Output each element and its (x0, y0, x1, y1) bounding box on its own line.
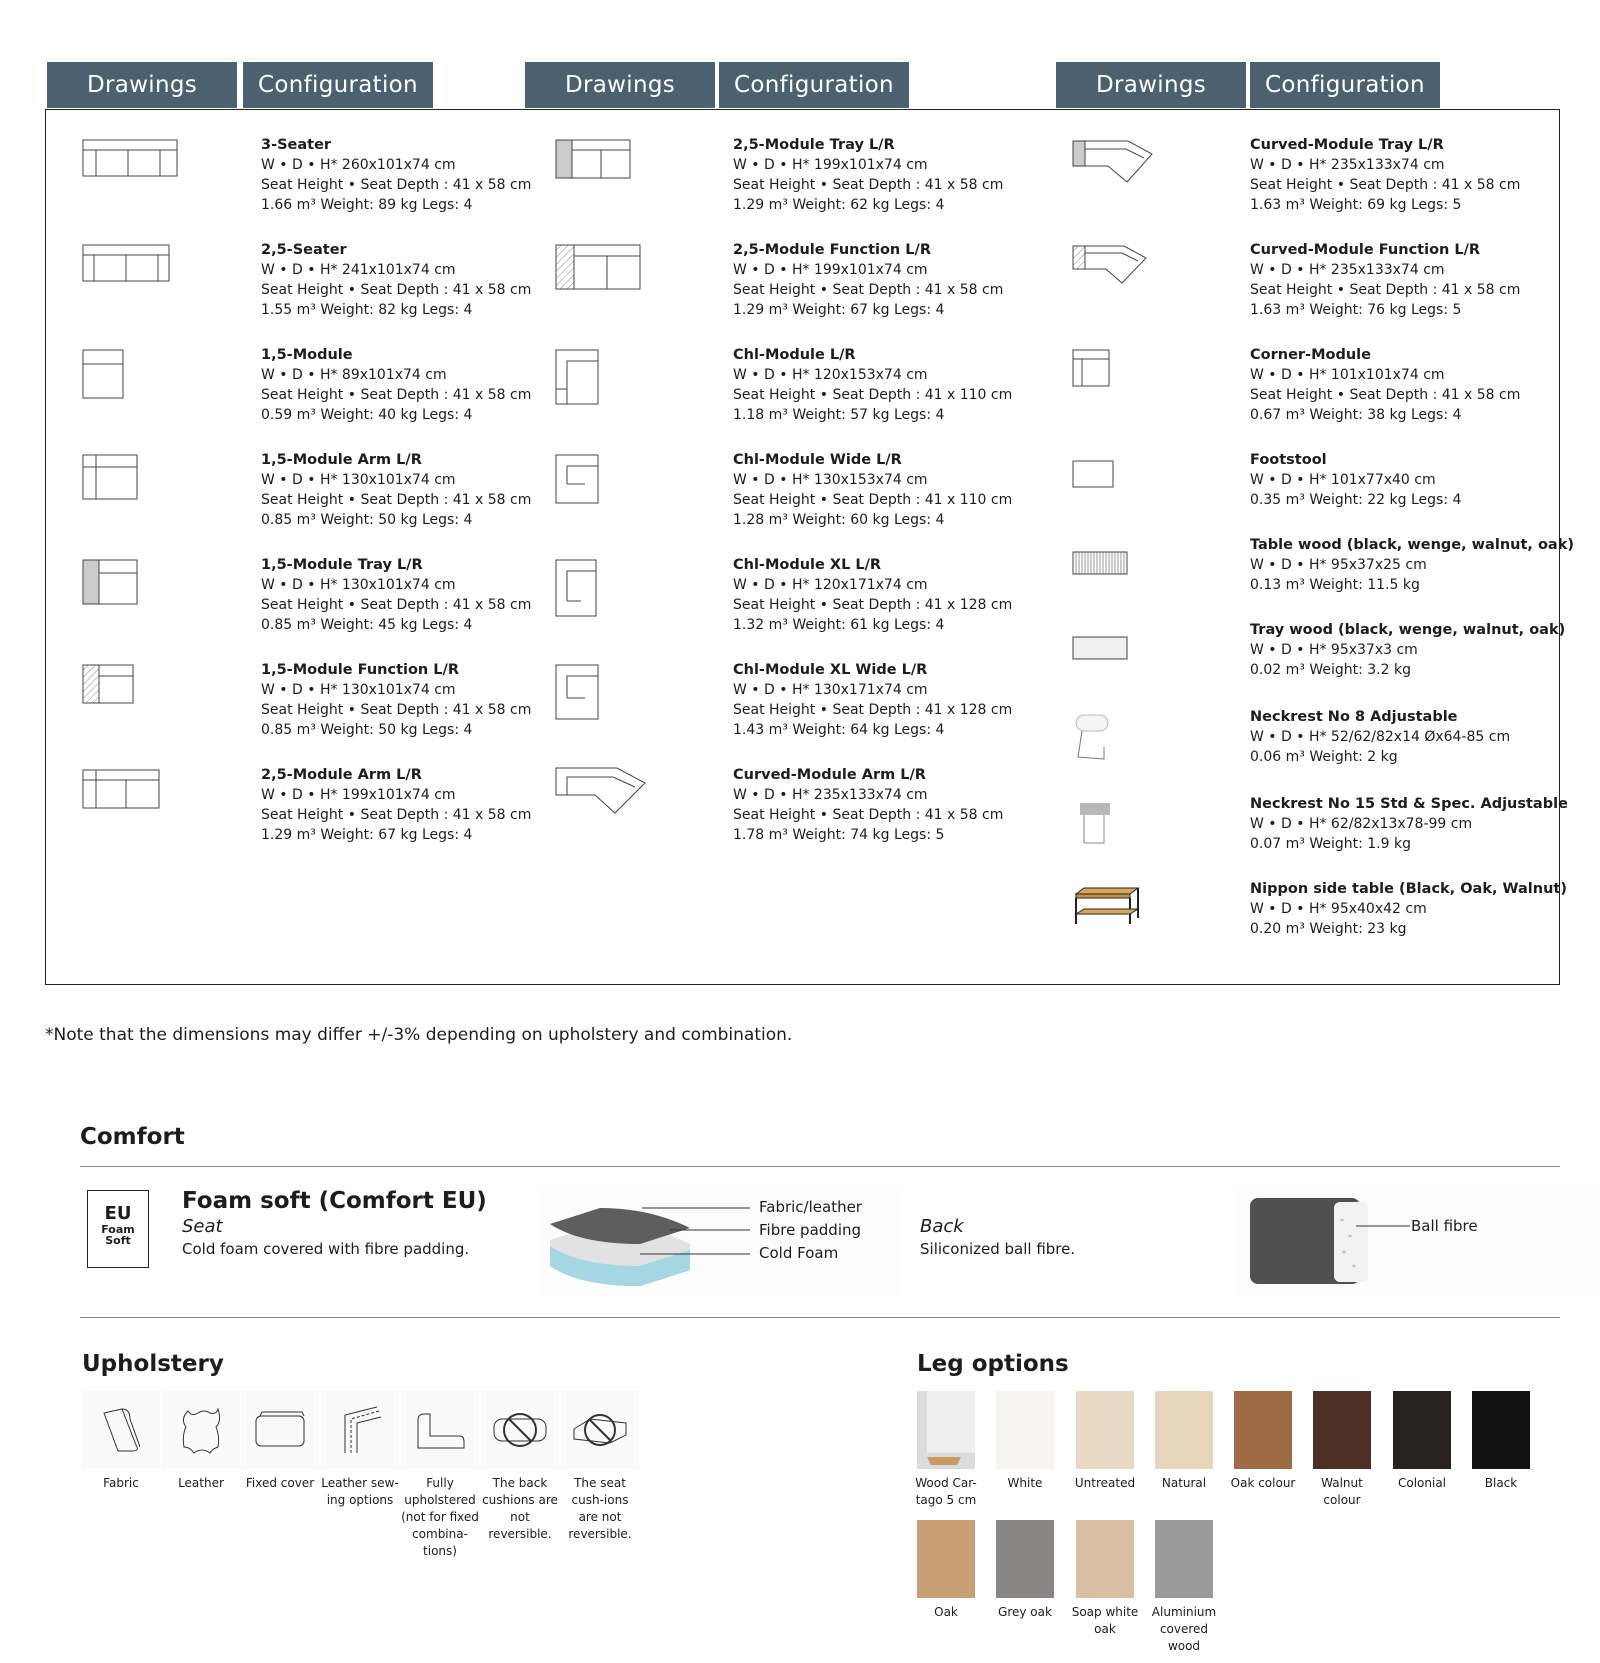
leg-label: Black (1484, 1476, 1518, 1490)
leg-black[interactable] (1461, 1391, 1541, 1492)
leather-label: Leather (178, 1476, 224, 1490)
product-spec: Seat Height • Seat Depth : 41 x 58 cm (733, 807, 1004, 823)
product-spec: 0.85 m³ Weight: 50 kg Legs: 4 (261, 722, 473, 738)
product-spec: W • D • H* 130x171x74 cm (733, 682, 928, 698)
fully-upholstered-icon (401, 1391, 479, 1469)
sewing-label: Leather sew-ing options (321, 1476, 399, 1507)
seat-desc: Cold foam covered with fibre padding. (182, 1240, 470, 1258)
swatch-soap-white-oak (1076, 1520, 1134, 1598)
product-name: 1,5-Module (261, 347, 353, 363)
fabric-label: Fabric (103, 1476, 139, 1490)
product-spec: 1.18 m³ Weight: 57 kg Legs: 4 (733, 407, 945, 423)
product-spec: W • D • H* 89x101x74 cm (261, 367, 447, 383)
product-spec: 1.63 m³ Weight: 69 kg Legs: 5 (1250, 197, 1462, 213)
product-name: Nippon side table (Black, Oak, Walnut) (1250, 881, 1567, 897)
product-name: Curved-Module Function L/R (1250, 242, 1481, 258)
product-spec: 0.07 m³ Weight: 1.9 kg (1250, 836, 1411, 852)
back-cushion-label: The back cushions are not reversible. (482, 1476, 558, 1541)
product-name: Chl-Module XL L/R (733, 557, 882, 573)
leg-oak[interactable] (906, 1520, 986, 1621)
one-half-module-function-icon (82, 664, 134, 704)
product-spec: 0.67 m³ Weight: 38 kg Legs: 4 (1250, 407, 1462, 423)
swatch-natural (1155, 1391, 1213, 1469)
leg-label: Aluminium covered wood (1151, 1605, 1217, 1653)
chl-module-icon (555, 349, 599, 405)
leg-soap-white-oak[interactable] (1065, 1520, 1145, 1638)
product-curved-module-arm (733, 765, 1003, 845)
nippon-side-table-icon (1074, 886, 1140, 926)
product-spec: 0.35 m³ Weight: 22 kg Legs: 4 (1250, 492, 1462, 508)
upholstery-leather-sewing (320, 1391, 400, 1509)
chl-module-xl-icon (555, 559, 597, 617)
product-name: Chl-Module XL Wide L/R (733, 662, 928, 678)
product-spec: Seat Height • Seat Depth : 41 x 58 cm (261, 597, 532, 613)
curved-module-tray-icon (1072, 140, 1154, 184)
leg-natural[interactable] (1144, 1391, 1224, 1492)
seat-label: Seat (182, 1216, 223, 1237)
product-spec: Seat Height • Seat Depth : 41 x 58 cm (733, 282, 1004, 298)
product-spec: W • D • H* 62/82x13x78-99 cm (1250, 816, 1473, 832)
product-spec: W • D • H* 199x101x74 cm (733, 157, 928, 173)
upholstery-seat-not-reversible (560, 1391, 640, 1543)
leg-label: Natural (1161, 1476, 1207, 1490)
product-spec: Seat Height • Seat Depth : 41 x 58 cm (261, 807, 532, 823)
product-corner-module (1250, 345, 1520, 425)
product-spec: 1.43 m³ Weight: 64 kg Legs: 4 (733, 722, 945, 738)
upholstery-fixed-cover (240, 1391, 320, 1492)
product-2-5-module-tray (733, 135, 1003, 215)
upholstery-title: Upholstery (82, 1351, 224, 1377)
product-table-wood (1250, 535, 1574, 595)
tab-drawings-1[interactable]: Drawings (47, 62, 237, 108)
product-3-seater (261, 135, 531, 215)
swatch-oak-colour (1234, 1391, 1292, 1469)
leg-label: Oak (934, 1605, 958, 1619)
product-name: Tray wood (black, wenge, walnut, oak) (1250, 622, 1566, 638)
product-spec: W • D • H* 199x101x74 cm (733, 262, 928, 278)
product-spec: W • D • H* 101x101x74 cm (1250, 367, 1445, 383)
product-name: 3-Seater (261, 137, 332, 153)
table-wood-icon (1072, 551, 1128, 575)
leg-oak-colour[interactable] (1223, 1391, 1303, 1492)
product-name: 2,5-Module Tray L/R (733, 137, 895, 153)
one-half-module-arm-icon (82, 454, 138, 500)
product-spec: W • D • H* 120x153x74 cm (733, 367, 928, 383)
leg-label: Soap white oak (1071, 1605, 1139, 1636)
product-name: Chl-Module L/R (733, 347, 856, 363)
product-2-5-module-function (733, 240, 1003, 320)
two-half-module-arm-icon (82, 769, 160, 809)
product-spec: Seat Height • Seat Depth : 41 x 58 cm (1250, 177, 1521, 193)
leg-label: Untreated (1074, 1476, 1136, 1490)
product-spec: W • D • H* 95x37x3 cm (1250, 642, 1418, 658)
product-spec: W • D • H* 130x101x74 cm (261, 472, 456, 488)
two-half-seater-icon (82, 244, 170, 282)
back-ballfibre-diagram (1236, 1190, 1600, 1300)
product-name: 1,5-Module Tray L/R (261, 557, 423, 573)
tab-configuration-2[interactable]: Configuration (719, 62, 909, 108)
upholstery-fabric (81, 1391, 161, 1492)
product-spec: Seat Height • Seat Depth : 41 x 58 cm (261, 177, 532, 193)
one-half-module-tray-icon (82, 559, 138, 605)
footstool-icon (1072, 460, 1114, 488)
product-spec: Seat Height • Seat Depth : 41 x 58 cm (261, 282, 532, 298)
leg-label: Colonial (1397, 1476, 1447, 1490)
comfort-divider-top (80, 1166, 1560, 1167)
product-spec: W • D • H* 52/62/82x14 Øx64-85 cm (1250, 729, 1511, 745)
product-spec: W • D • H* 241x101x74 cm (261, 262, 456, 278)
product-footstool (1250, 450, 1461, 510)
chl-module-wide-icon (555, 454, 599, 504)
product-2-5-module-arm (261, 765, 531, 845)
product-name: Curved-Module Tray L/R (1250, 137, 1444, 153)
badge-eu-text: EU (104, 1203, 132, 1224)
product-nippon-side-table (1250, 879, 1567, 939)
product-spec: 1.63 m³ Weight: 76 kg Legs: 5 (1250, 302, 1462, 318)
product-spec: W • D • H* 235x133x74 cm (733, 787, 928, 803)
two-half-module-function-icon (555, 244, 641, 290)
product-curved-module-tray (1250, 135, 1520, 215)
product-spec: Seat Height • Seat Depth : 41 x 110 cm (733, 387, 1013, 403)
product-spec: 1.32 m³ Weight: 61 kg Legs: 4 (733, 617, 945, 633)
comfort-divider-bottom (80, 1317, 1560, 1318)
fixed-cover-icon (241, 1391, 319, 1469)
one-half-module-icon (82, 349, 124, 399)
product-spec: 0.85 m³ Weight: 45 kg Legs: 4 (261, 617, 473, 633)
leg-walnut-colour[interactable] (1302, 1391, 1382, 1509)
tab-configuration-3[interactable]: Configuration (1250, 62, 1440, 108)
product-spec: W • D • H* 199x101x74 cm (261, 787, 456, 803)
product-curved-module-function (1250, 240, 1520, 320)
product-name: 2,5-Seater (261, 242, 347, 258)
leg-grey-oak[interactable] (985, 1520, 1065, 1621)
leg-label: Walnut colour (1321, 1476, 1363, 1507)
leg-white[interactable] (985, 1391, 1065, 1492)
product-neckrest-15 (1250, 794, 1568, 854)
product-spec: Seat Height • Seat Depth : 41 x 128 cm (733, 702, 1013, 718)
leg-colonial[interactable] (1382, 1391, 1462, 1492)
dimensions-note: *Note that the dimensions may differ +/-3% depending on upholstery and combination. (45, 1025, 793, 1045)
product-spec: W • D • H* 260x101x74 cm (261, 157, 456, 173)
product-spec: 1.29 m³ Weight: 67 kg Legs: 4 (733, 302, 945, 318)
product-spec: 1.55 m³ Weight: 82 kg Legs: 4 (261, 302, 473, 318)
leg-label: Wood Car-tago 5 cm (915, 1476, 977, 1507)
product-spec: Seat Height • Seat Depth : 41 x 58 cm (261, 492, 532, 508)
product-spec: W • D • H* 120x171x74 cm (733, 577, 928, 593)
product-name: 1,5-Module Function L/R (261, 662, 460, 678)
neckrest-15-icon (1078, 801, 1112, 847)
fabric-icon (82, 1391, 160, 1469)
swatch-grey-oak (996, 1520, 1054, 1598)
product-name: Table wood (black, wenge, walnut, oak) (1250, 537, 1574, 553)
two-half-module-tray-icon (555, 139, 631, 179)
swatch-aluminium-covered-wood (1155, 1520, 1213, 1598)
chl-module-xl-wide-icon (555, 664, 599, 720)
swatch-colonial (1393, 1391, 1451, 1469)
upholstery-leather (161, 1391, 241, 1492)
product-spec: Seat Height • Seat Depth : 41 x 58 cm (261, 387, 532, 403)
product-spec: W • D • H* 101x77x40 cm (1250, 472, 1436, 488)
product-spec: 1.78 m³ Weight: 74 kg Legs: 5 (733, 827, 945, 843)
layer-coldfoam-label: Cold Foam (759, 1244, 839, 1262)
product-chl-module-wide (733, 450, 1012, 530)
product-spec: Seat Height • Seat Depth : 41 x 58 cm (1250, 282, 1521, 298)
seat-cushion-label: The seat cush-ions are not reversible. (568, 1476, 632, 1541)
ball-fibre-label: Ball fibre (1411, 1217, 1478, 1235)
three-seater-icon (82, 139, 178, 177)
product-spec: 1.66 m³ Weight: 89 kg Legs: 4 (261, 197, 473, 213)
leg-label: White (1007, 1476, 1043, 1490)
leather-icon (162, 1391, 240, 1469)
product-name: 2,5-Module Function L/R (733, 242, 932, 258)
product-spec: Seat Height • Seat Depth : 41 x 58 cm (733, 177, 1004, 193)
product-spec: Seat Height • Seat Depth : 41 x 58 cm (261, 702, 532, 718)
badge-soft-text: Soft (105, 1234, 131, 1247)
product-spec: Seat Height • Seat Depth : 41 x 58 cm (1250, 387, 1521, 403)
product-chl-module (733, 345, 1012, 425)
product-spec: 0.85 m³ Weight: 50 kg Legs: 4 (261, 512, 473, 528)
product-spec: 1.29 m³ Weight: 62 kg Legs: 4 (733, 197, 945, 213)
tab-configuration-1[interactable]: Configuration (243, 62, 433, 108)
product-name: 1,5-Module Arm L/R (261, 452, 422, 468)
product-tray-wood (1250, 620, 1565, 680)
leg-label: Grey oak (998, 1605, 1052, 1619)
foam-title: Foam soft (Comfort EU) (182, 1188, 487, 1214)
badge-foam-text: Foam (101, 1223, 135, 1236)
seat-cushion-not-reversible-icon (561, 1391, 639, 1469)
product-spec: W • D • H* 130x101x74 cm (261, 682, 456, 698)
tab-drawings-3[interactable]: Drawings (1056, 62, 1246, 108)
product-1-5-module-tray (261, 555, 531, 635)
fully-upholstered-label: Fully upholstered (not for fixed combina-tions) (401, 1476, 479, 1558)
product-spec: W • D • H* 130x101x74 cm (261, 577, 456, 593)
product-chl-module-xl (733, 555, 1012, 635)
curved-module-function-icon (1072, 245, 1148, 285)
product-name: Footstool (1250, 452, 1327, 468)
swatch-white (996, 1391, 1054, 1469)
product-neckrest-8 (1250, 707, 1510, 767)
back-desc: Siliconized ball fibre. (920, 1240, 1076, 1258)
swatch-untreated (1076, 1391, 1134, 1469)
product-spec: 0.02 m³ Weight: 3.2 kg (1250, 662, 1411, 678)
product-spec: W • D • H* 130x153x74 cm (733, 472, 928, 488)
back-cushion-not-reversible-icon (481, 1391, 559, 1469)
upholstery-fully-upholstered (400, 1391, 480, 1560)
upholstery-back-not-reversible (480, 1391, 560, 1543)
product-spec: W • D • H* 235x133x74 cm (1250, 157, 1445, 173)
back-label: Back (920, 1216, 964, 1237)
corner-module-icon (1072, 349, 1110, 387)
product-name: Neckrest No 8 Adjustable (1250, 709, 1458, 725)
product-1-5-module (261, 345, 531, 425)
product-spec: Seat Height • Seat Depth : 41 x 128 cm (733, 597, 1013, 613)
product-spec: 1.28 m³ Weight: 60 kg Legs: 4 (733, 512, 945, 528)
comfort-title: Comfort (80, 1124, 185, 1150)
swatch-wood-cartago (917, 1391, 975, 1469)
product-spec: 0.13 m³ Weight: 11.5 kg (1250, 577, 1420, 593)
product-2-5-seater (261, 240, 531, 320)
layer-fabric-label: Fabric/leather (759, 1198, 862, 1216)
neckrest-8-icon (1074, 713, 1110, 761)
product-spec: Seat Height • Seat Depth : 41 x 110 cm (733, 492, 1013, 508)
tab-drawings-2[interactable]: Drawings (525, 62, 715, 108)
leg-wood-cartago[interactable] (906, 1391, 986, 1509)
product-spec: 0.06 m³ Weight: 2 kg (1250, 749, 1398, 765)
sewing-icon (321, 1391, 399, 1469)
product-spec: W • D • H* 95x40x42 cm (1250, 901, 1427, 917)
tray-wood-icon (1072, 636, 1128, 660)
product-name: Corner-Module (1250, 347, 1371, 363)
layer-fibre-label: Fibre padding (759, 1221, 862, 1239)
product-name: Chl-Module Wide L/R (733, 452, 902, 468)
swatch-oak (917, 1520, 975, 1598)
product-name: Neckrest No 15 Std & Spec. Adjustable (1250, 796, 1568, 812)
leg-untreated[interactable] (1065, 1391, 1145, 1492)
product-spec: 0.59 m³ Weight: 40 kg Legs: 4 (261, 407, 473, 423)
comfort-eu-badge (87, 1190, 149, 1268)
product-spec: 0.20 m³ Weight: 23 kg (1250, 921, 1407, 937)
product-1-5-module-arm (261, 450, 531, 530)
product-1-5-module-function (261, 660, 531, 740)
curved-module-arm-icon (555, 767, 647, 815)
fixed-cover-label: Fixed cover (245, 1476, 315, 1490)
product-name: Curved-Module Arm L/R (733, 767, 926, 783)
product-spec: W • D • H* 235x133x74 cm (1250, 262, 1445, 278)
product-chl-module-xl-wide (733, 660, 1012, 740)
swatch-walnut-colour (1313, 1391, 1371, 1469)
leg-aluminium-covered-wood[interactable] (1144, 1520, 1224, 1655)
leg-label: Oak colour (1230, 1476, 1296, 1490)
leg-options-title: Leg options (917, 1351, 1069, 1377)
product-spec: W • D • H* 95x37x25 cm (1250, 557, 1427, 573)
product-name: 2,5-Module Arm L/R (261, 767, 422, 783)
product-spec: 1.29 m³ Weight: 67 kg Legs: 4 (261, 827, 473, 843)
swatch-black (1472, 1391, 1530, 1469)
